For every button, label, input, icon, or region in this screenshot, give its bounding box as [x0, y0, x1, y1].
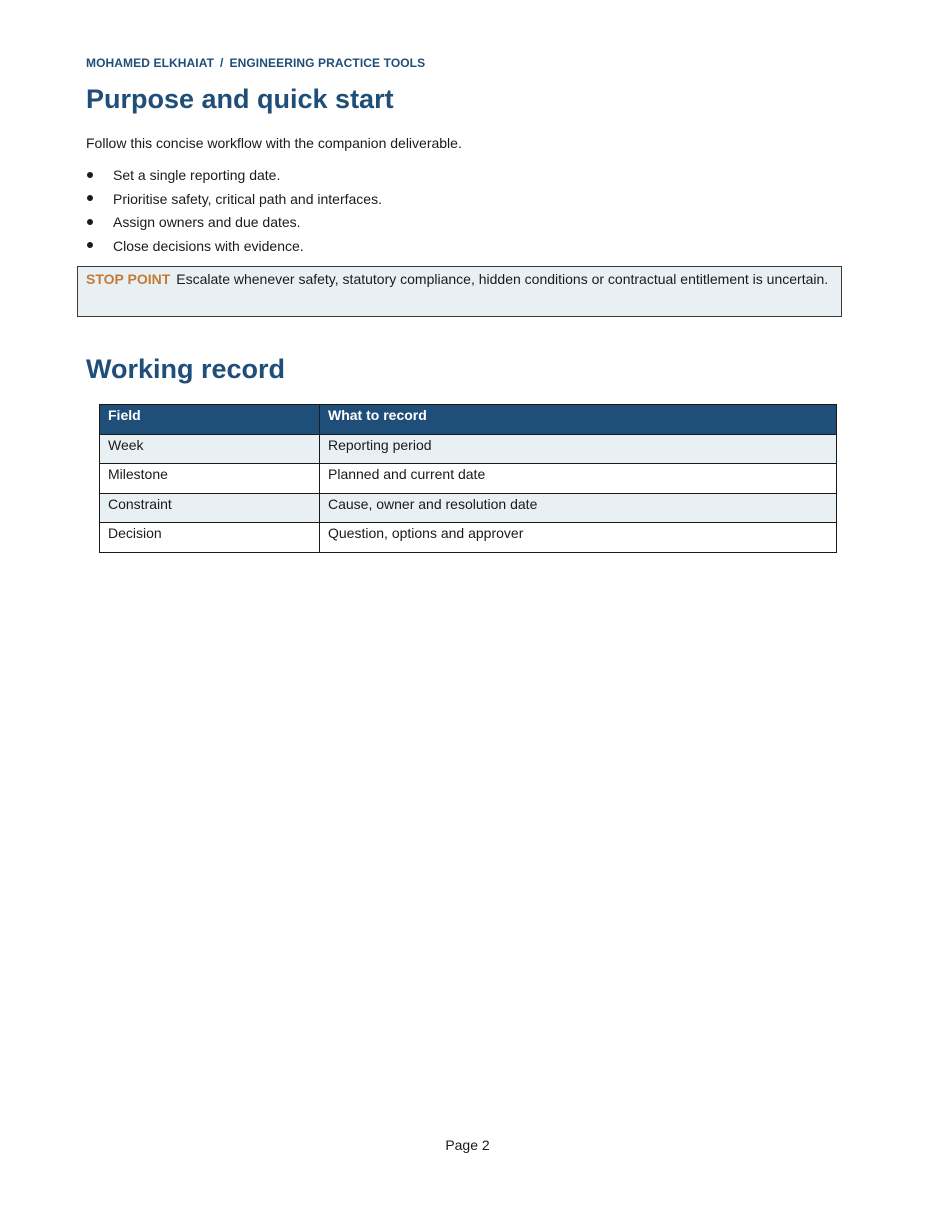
list-item [86, 237, 382, 261]
table-header-row [100, 405, 837, 435]
table-cell-what-to-record: Cause, owner and resolution date [320, 493, 837, 523]
header-author: MOHAMED ELKHAIAT [86, 56, 215, 70]
page-number: Page 2 [445, 1137, 490, 1153]
list-item-text: Prioritise safety, critical path and interfaces. [113, 190, 382, 207]
table-row [100, 464, 837, 494]
header-separator: / [220, 56, 224, 70]
list-item [86, 190, 382, 214]
table-cell-field: Week [100, 434, 320, 464]
working-record-table [99, 404, 837, 553]
stop-point-text: Escalate whenever safety, statutory compliance, hidden conditions or contractual entitlement is uncertain. [176, 271, 829, 287]
stop-point-callout [77, 266, 842, 317]
table-cell-what-to-record: Reporting period [320, 434, 837, 464]
table-row [100, 523, 837, 553]
bullet-icon [87, 195, 93, 201]
bullet-icon [87, 219, 93, 225]
list-item-text: Close decisions with evidence. [113, 237, 304, 254]
section-title-purpose: Purpose and quick start [86, 84, 394, 114]
column-header-field: Field [100, 405, 320, 435]
list-item-text: Set a single reporting date. [113, 167, 281, 183]
list-item [86, 166, 382, 190]
section-title-working-record: Working record [86, 354, 286, 384]
table-cell-what-to-record: Planned and current date [320, 464, 837, 494]
list-item-text: Assign owners and due dates. [113, 214, 301, 230]
page-footer [0, 1137, 935, 1153]
table-row [100, 434, 837, 464]
quick-start-list [86, 166, 382, 260]
bullet-icon [87, 242, 93, 248]
header-series: ENGINEERING PRACTICE TOOLS [229, 56, 426, 70]
table-row [100, 493, 837, 523]
bullet-icon [87, 172, 93, 178]
stop-point-label: STOP POINT [86, 271, 171, 287]
running-header [86, 56, 425, 70]
intro-paragraph: Follow this concise workflow with the companion deliverable. [86, 135, 462, 151]
column-header-what-to-record: What to record [320, 405, 837, 435]
table-cell-what-to-record: Question, options and approver [320, 523, 837, 553]
table-cell-field: Decision [100, 523, 320, 553]
table-cell-field: Milestone [100, 464, 320, 494]
list-item [86, 213, 382, 237]
table-cell-field: Constraint [100, 493, 320, 523]
